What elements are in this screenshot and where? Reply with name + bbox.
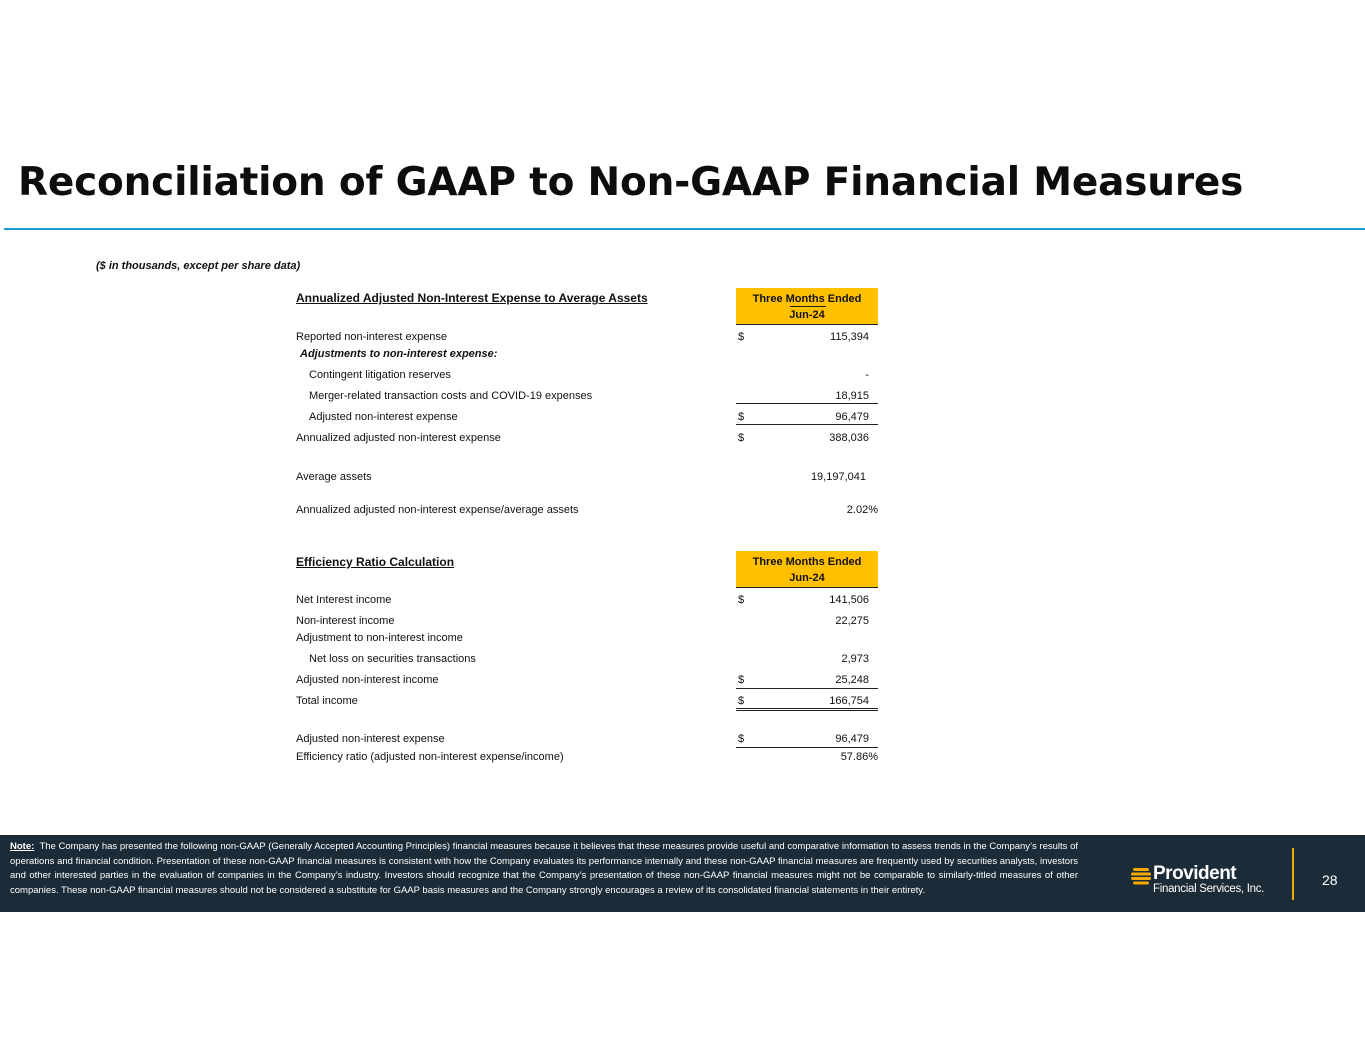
table-row: [296, 409, 878, 425]
table-row: [296, 672, 878, 688]
section1-heading: Annualized Adjusted Non-Interest Expense to Average Assets: [296, 291, 648, 305]
row-label: Net loss on securities transactions: [309, 653, 476, 665]
row-label: Average assets: [296, 471, 372, 483]
row-value: 388,036: [829, 432, 869, 444]
title-divider: [4, 228, 1365, 230]
units-note: ($ in thousands, except per share data): [96, 260, 301, 272]
section1-column-header: [736, 288, 878, 325]
row-label: Adjusted non-interest expense: [296, 733, 445, 745]
column-header-period: Three Months Ended: [752, 556, 862, 568]
currency-symbol: $: [738, 331, 745, 343]
logo-name: Provident: [1153, 863, 1237, 884]
row-label: Total income: [296, 695, 358, 707]
subtotal-rule: [736, 403, 878, 404]
table-row: [296, 502, 878, 518]
table-row: [296, 651, 878, 667]
row-value: 96,479: [835, 411, 869, 423]
row-label: Annualized adjusted non-interest expense/average assets: [296, 504, 579, 516]
row-value: 25,248: [835, 674, 869, 686]
currency-symbol: $: [738, 695, 745, 707]
currency-symbol: $: [738, 411, 745, 423]
table-row: [296, 749, 878, 765]
row-label: Annualized adjusted non-interest expense: [296, 432, 501, 444]
row-label: Reported non-interest expense: [296, 331, 448, 343]
total-rule: [736, 708, 878, 709]
provident-logo-icon: [1131, 866, 1151, 886]
row-value: -: [865, 369, 869, 381]
row-value: 57.86%: [840, 751, 878, 763]
row-value: 166,754: [829, 695, 869, 707]
footer-separator: [1292, 848, 1294, 900]
column-header-period: Three Months Ended: [752, 293, 862, 305]
table-row: [296, 346, 878, 362]
row-label: Adjustment to non-interest income: [296, 632, 463, 644]
currency-symbol: $: [738, 594, 745, 606]
row-label: Contingent litigation reserves: [309, 369, 451, 381]
table-row: [296, 329, 878, 345]
column-header-date: Jun-24: [789, 309, 825, 321]
table-row: [296, 731, 878, 747]
row-label: Net Interest income: [296, 594, 392, 606]
row-label: Non-interest income: [296, 615, 395, 627]
row-value: 22,275: [835, 615, 869, 627]
logo-subtitle: Financial Services, Inc.: [1153, 883, 1265, 895]
row-label: Adjusted non-interest expense: [309, 411, 458, 423]
total-rule: [736, 424, 878, 425]
currency-symbol: $: [738, 432, 745, 444]
section2-heading: Efficiency Ratio Calculation: [296, 555, 455, 569]
table-row: [296, 630, 878, 646]
row-label: Adjustments to non-interest expense:: [300, 348, 498, 360]
company-logo: [1131, 863, 1281, 899]
row-value: 141,506: [829, 594, 869, 606]
table-row: [296, 430, 878, 446]
total-rule: [736, 747, 878, 748]
row-value: 115,394: [830, 331, 869, 343]
table-row: [296, 592, 878, 608]
row-value: 18,915: [835, 390, 869, 402]
currency-symbol: $: [738, 674, 745, 686]
subtotal-rule: [736, 688, 878, 689]
page-number: 28: [1322, 872, 1338, 888]
note-label: Note:: [10, 841, 35, 852]
row-value: 96,479: [835, 733, 869, 745]
column-header-date: Jun-24: [789, 572, 825, 584]
row-label: Efficiency ratio (adjusted non-interest expense/income): [296, 751, 564, 763]
row-label: Adjusted non-interest income: [296, 674, 439, 686]
row-value: 2,973: [841, 653, 869, 665]
row-value: 19,197,041: [810, 471, 866, 483]
table-row: [296, 693, 878, 709]
table-row: [296, 367, 878, 383]
total-double-rule: [736, 710, 878, 711]
table-row: [296, 613, 878, 629]
note-text: The Company has presented the following non-GAAP (Generally Accepted Accounting Principles) financial measures because it believes that these measures provide useful and comparative information to assess trends in the Company’s results of operations and financial condition. Presentation of these non-GAAP financial measures is consistent with how the Company evaluates its performance internally and these non-GAAP financial measures are frequently used by securities analysts, investors and other interested parties in the evaluation of companies in the Company’s industry. Investors should recognize that the Company’s presentation of these non-GAAP financial measures might not be comparable to similarly-titled measures of other companies. These non-GAAP financial measures should not be considered a substitute for GAAP basis measures and the Company strongly encourages a review of its consolidated financial statements in their entirety.: [10, 841, 1078, 896]
currency-symbol: $: [738, 733, 745, 745]
section2-column-header: [736, 551, 878, 588]
footer-note: [10, 840, 1078, 898]
footer-bar: [0, 835, 1365, 912]
row-label: Merger-related transaction costs and COVID-19 expenses: [309, 390, 593, 402]
row-value: 2.02%: [846, 504, 878, 516]
table-row: [296, 388, 878, 404]
page-title: Reconciliation of GAAP to Non-GAAP Financial Measures: [18, 160, 1244, 205]
table-row: [296, 469, 878, 485]
